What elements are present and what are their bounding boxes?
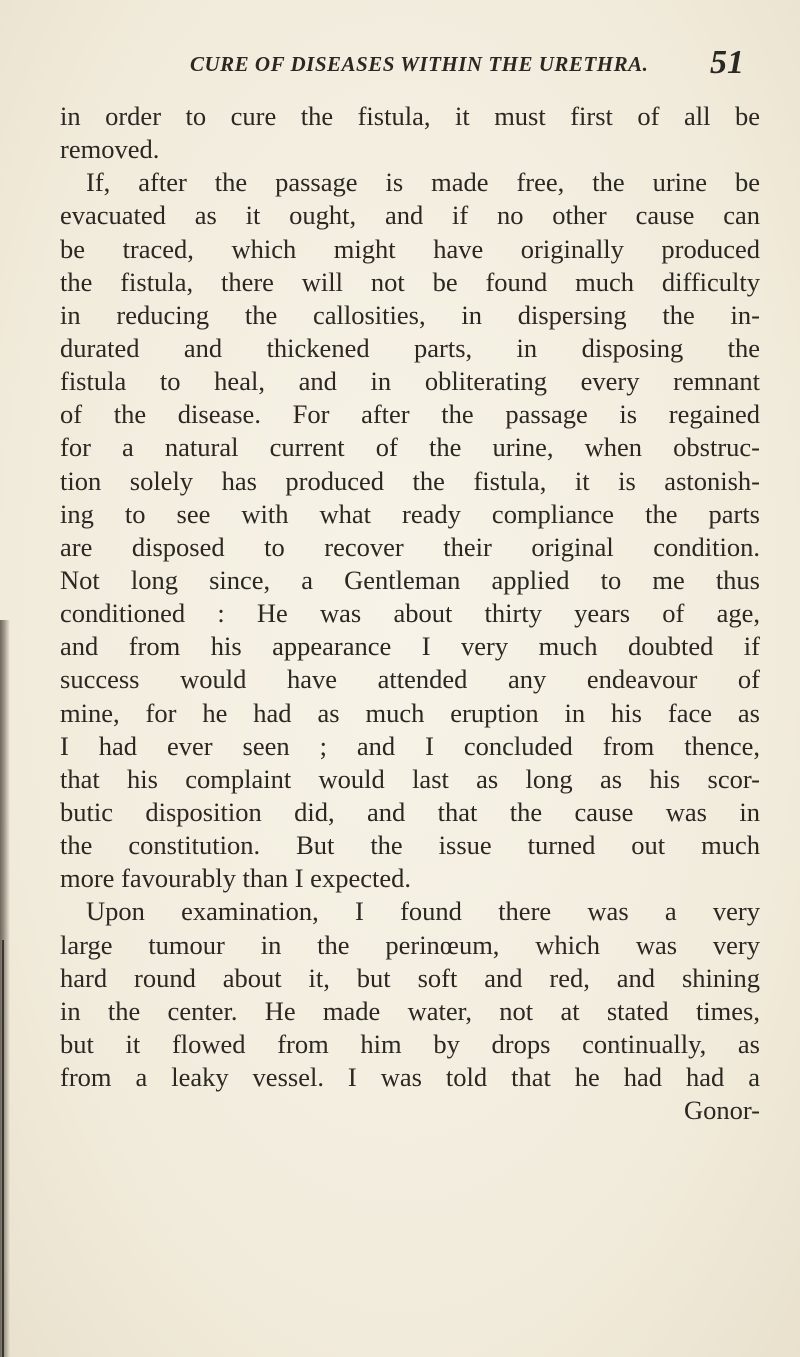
text-line: from a leaky vessel. I was told that he had had a — [60, 1062, 760, 1093]
text-line: If, after the passage is made free, the urine be — [86, 167, 760, 198]
text-line: fistula to heal, and in obliterating every remnant — [60, 366, 760, 397]
text-line: removed. — [60, 134, 160, 165]
text-line: large tumour in the perinœum, which was very — [60, 929, 760, 960]
page-header — [190, 44, 750, 84]
text-line: ing to see with what ready compliance the parts — [60, 498, 760, 529]
text-line: butic disposition did, and that the cause was in — [60, 796, 760, 827]
text-line: of the disease. For after the passage is regained — [60, 399, 760, 430]
text-line: for a natural current of the urine, when obstruc- — [60, 432, 760, 463]
text-line: hard round about it, but soft and red, and shining — [60, 962, 760, 993]
text-line: durated and thickened parts, in disposing the — [60, 332, 760, 363]
text-line: I had ever seen ; and I concluded from thence, — [60, 730, 760, 761]
text-line: but it flowed from him by drops continually, as — [60, 1028, 760, 1059]
text-line: evacuated as it ought, and if no other cause can — [60, 200, 760, 231]
text-line: in order to cure the fistula, it must first of all be — [60, 101, 760, 131]
body-text — [60, 100, 760, 1127]
text-line: tion solely has produced the fistula, it is astonish- — [60, 465, 760, 496]
text-line: mine, for he had as much eruption in his face as — [60, 697, 760, 728]
text-line: and from his appearance I very much doubted if — [60, 631, 760, 662]
text-line: that his complaint would last as long as his scor- — [60, 763, 760, 794]
binding-edge-line — [2, 940, 4, 1357]
text-line: Not long since, a Gentleman applied to me thus — [60, 564, 760, 595]
text-line: are disposed to recover their original condition. — [60, 531, 760, 562]
catchword: Gonor- — [683, 1095, 760, 1126]
text-line: Upon examination, I found there was a very — [86, 896, 760, 927]
text-line: the fistula, there will not be found much difficulty — [60, 266, 760, 297]
text-line: conditioned : He was about thirty years of age, — [60, 598, 760, 629]
text-line: the constitution. But the issue turned out much — [60, 830, 760, 861]
text-line: in the center. He made water, not at stated times, — [60, 995, 760, 1026]
text-line: in reducing the callosities, in dispersing the in- — [60, 299, 760, 330]
page-number: 51 — [710, 44, 744, 81]
text-line: more favourably than I expected. — [60, 863, 411, 894]
text-line: success would have attended any endeavour of — [60, 664, 760, 695]
text-line: be traced, which might have originally produced — [60, 233, 760, 264]
running-head: CURE OF DISEASES WITHIN THE URETHRA. — [190, 52, 649, 76]
